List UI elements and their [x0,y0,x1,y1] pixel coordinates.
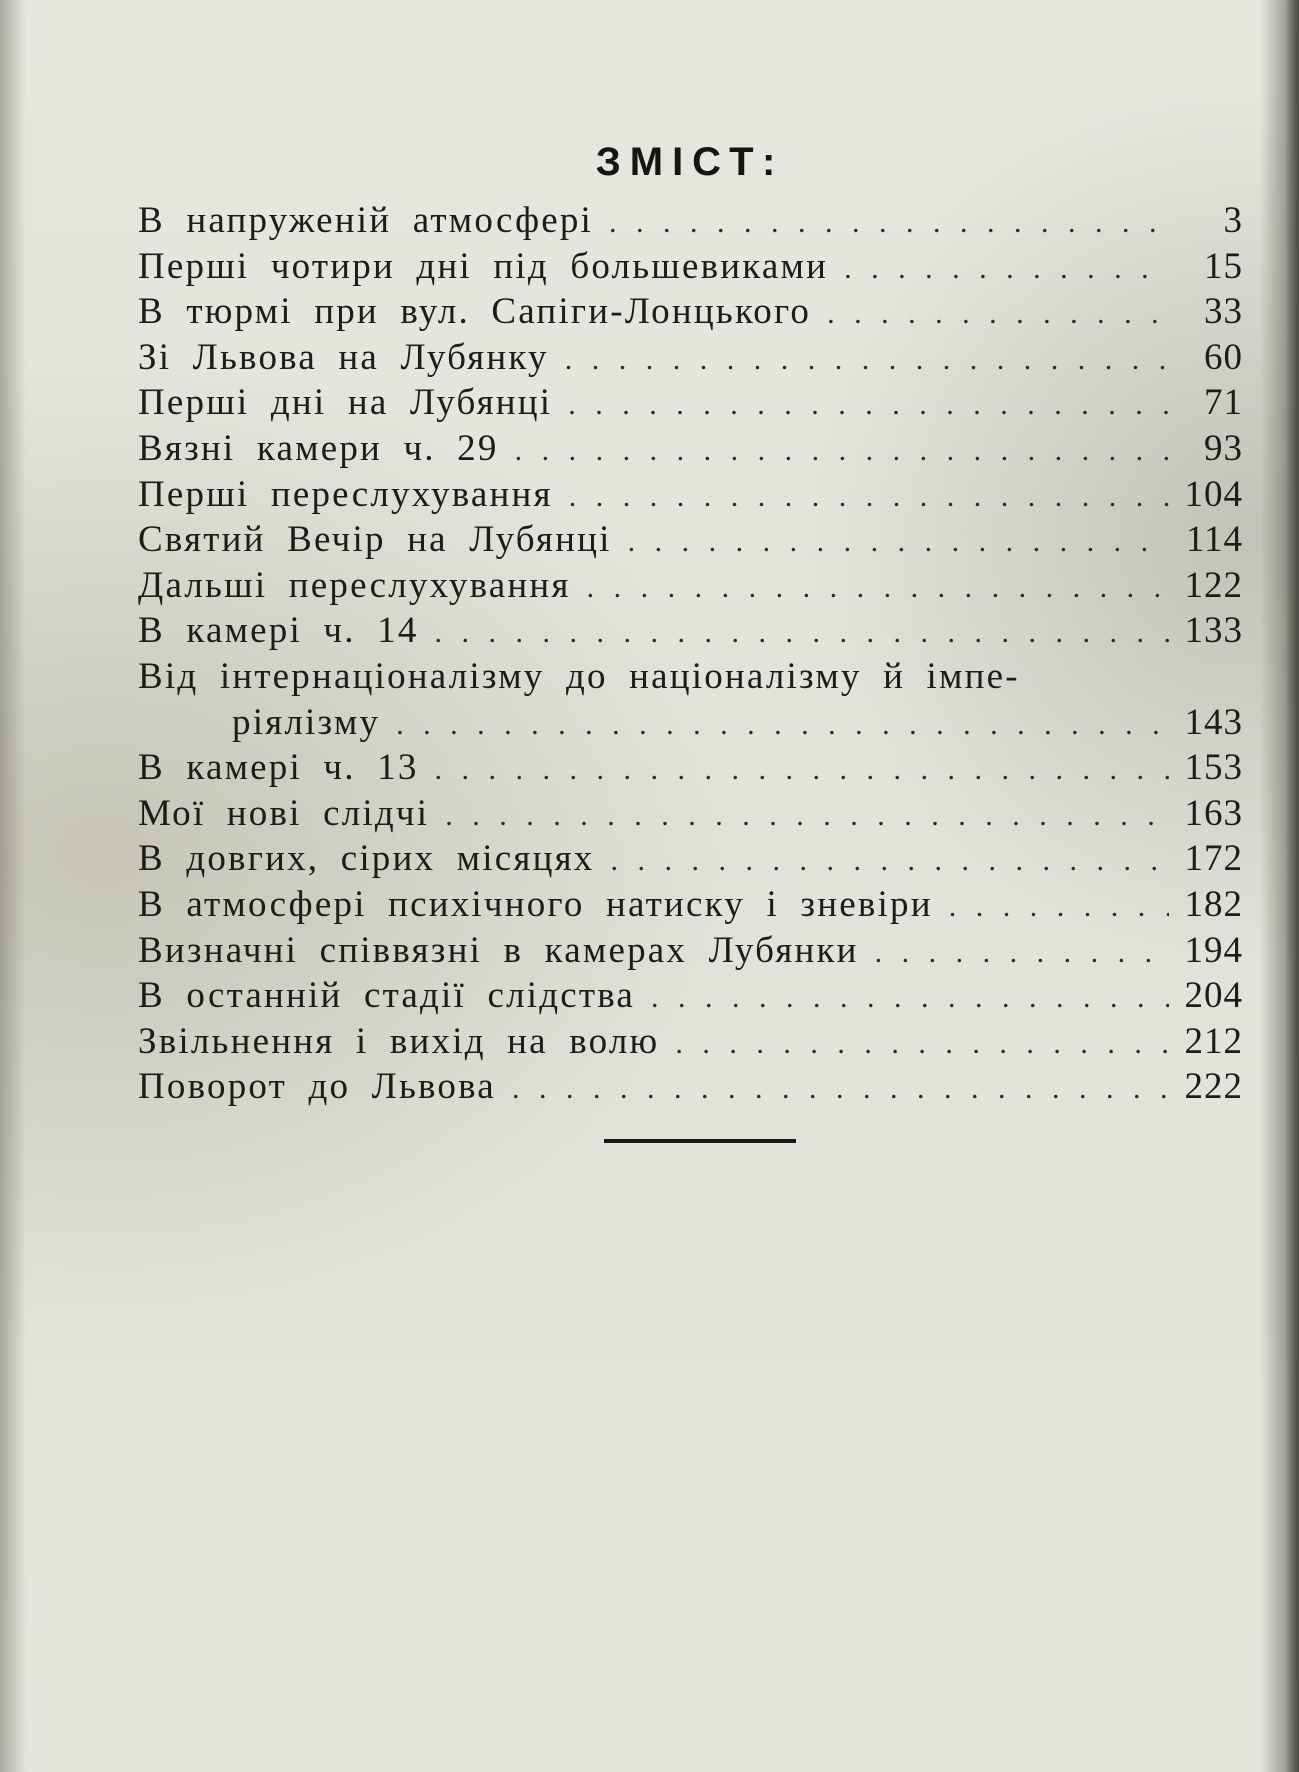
toc-entry [138,335,1243,381]
toc-entry-title-continuation: ріялізму [232,701,381,743]
toc-entry [138,745,1243,791]
toc-entry-title: Мої нові слідчі [138,792,430,834]
toc-heading: ЗМІСТ: [595,140,785,184]
toc-entry-title: Перші дні на Лубянці [138,382,553,424]
dot-leader [827,291,1169,337]
toc-entry-page: 194 [1184,929,1243,971]
toc-entry [138,1064,1243,1110]
toc-entry [138,608,1243,654]
toc-list [138,198,1243,1110]
dot-leader [565,337,1169,383]
toc-entry-page: 172 [1184,838,1243,880]
toc-entry-title: В камері ч. 14 [138,610,419,652]
toc-entry [138,517,1243,563]
dot-leader [396,702,1169,748]
toc-entry [138,836,1243,882]
toc-entry-page: 93 [1204,427,1243,469]
toc-entry-page: 222 [1184,1066,1243,1108]
toc-entry-title: В довгих, сірих місяцях [138,838,595,880]
dot-leader [568,382,1169,428]
toc-entry-page: 122 [1184,564,1243,606]
toc-entry [138,289,1243,335]
toc-entry-page: 212 [1184,1020,1243,1062]
toc-entry [138,198,1243,244]
toc-entry-page: 33 [1204,291,1243,333]
dot-leader [949,884,1169,930]
toc-entry-title: Поворот до Львова [138,1066,496,1108]
toc-entry-page: 3 [1223,200,1243,241]
toc-entry [138,244,1243,290]
toc-entry-title: Вязні камери ч. 29 [138,427,499,469]
toc-entry-title: Визначні співвязні в камерах Лубянки [138,929,859,971]
end-rule [604,1139,796,1143]
dot-leader [628,519,1169,565]
toc-entry-title: В напруженій атмосфері [138,200,594,241]
toc-entry-page: 163 [1184,792,1243,834]
dot-leader [609,200,1169,246]
toc-entry-title: Перші чотири дні під большевиками [138,245,829,287]
toc-entry-page: 71 [1204,382,1243,424]
toc-entry-page: 153 [1184,747,1243,789]
toc-entry-page: 133 [1184,610,1243,652]
toc-entry-page: 182 [1184,883,1243,925]
toc-entry-page: 15 [1204,245,1243,287]
dot-leader [515,428,1169,474]
toc-entry [138,654,1243,700]
toc-entry [138,380,1243,426]
toc-entry [138,472,1243,518]
dot-leader [875,930,1169,976]
toc-entry-continuation [138,700,1243,746]
toc-entry [138,426,1243,472]
dot-leader [675,1021,1169,1067]
toc-entry [138,973,1243,1019]
toc-entry-page: 60 [1204,336,1243,378]
toc-entry-title: В атмосфері психічного натиску і зневіри [138,883,933,925]
dot-leader [569,474,1169,520]
toc-entry-page: 204 [1184,975,1243,1017]
page-edge-shadow [1285,0,1299,1772]
toc-entry-title: В камері ч. 13 [138,747,419,789]
toc-entry [138,791,1243,837]
toc-entry-title: В останній стадії слідства [138,975,636,1017]
toc-entry-page: 114 [1185,519,1243,561]
toc-entry-page: 104 [1184,473,1243,515]
dot-leader [611,838,1169,884]
toc-entry [138,1019,1243,1065]
dot-leader [512,1066,1169,1112]
dot-leader [435,747,1169,793]
toc-entry-title: Звільнення і вихід на волю [138,1020,660,1062]
toc-entry-title: Перші переслухування [138,473,553,515]
toc-entry [138,928,1243,974]
toc-entry [138,563,1243,609]
dot-leader [445,793,1169,839]
dot-leader [435,610,1169,656]
toc-entry-title: Святий Вечір на Лубянці [138,519,612,561]
toc-entry-title: Від інтернаціоналізму до націоналізму й імпе- [138,655,1020,697]
toc-entry-title: Дальші переслухування [138,564,571,606]
toc-entry-title: В тюрмі при вул. Сапіги-Лонцького [138,291,812,333]
toc-entry-page: 143 [1184,701,1243,743]
dot-leader [587,565,1169,611]
toc-entry-title: Зі Львова на Лубянку [138,336,549,378]
dot-leader [651,975,1169,1021]
toc-entry [138,882,1243,928]
dot-leader [844,246,1169,292]
